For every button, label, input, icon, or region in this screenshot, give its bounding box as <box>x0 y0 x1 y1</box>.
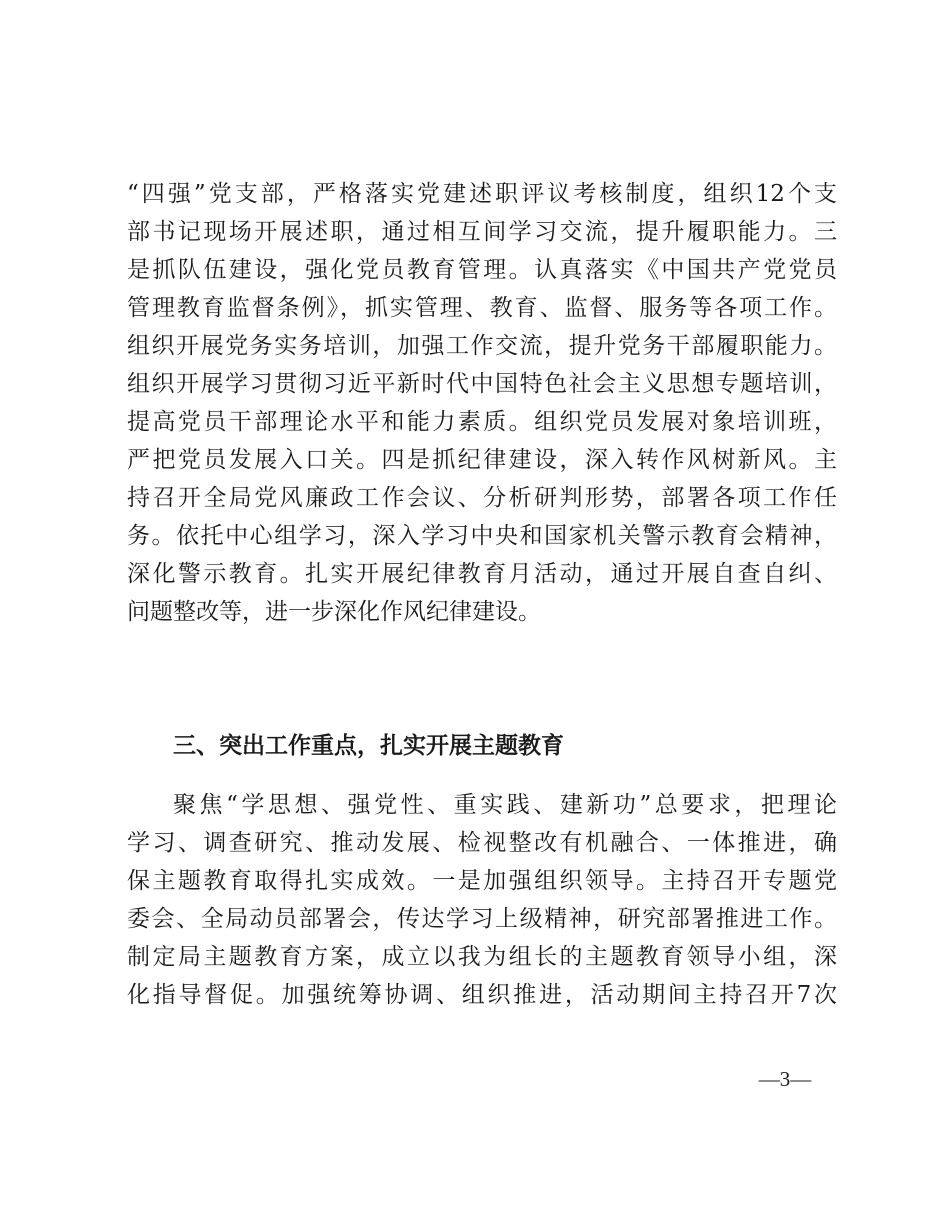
text-line: 保主题教育取得扎实成效。一是加强组织领导。主持召开专题党 <box>127 868 837 894</box>
text-line: 聚焦“学思想、强党性、重实践、建新功”总要求，把理论 <box>173 792 837 818</box>
text-line: 组织开展学习贯彻习近平新时代中国特色社会主义思想专题培训， <box>127 371 837 397</box>
text-line: 委会、全局动员部署会，传达学习上级精神，研究部署推进工作。 <box>127 906 837 932</box>
text-line: 部书记现场开展述职，通过相互间学习交流，提升履职能力。三 <box>127 219 837 245</box>
paragraph-theme-education <box>127 786 837 1014</box>
text-line: 管理教育监督条例》，抓实管理、教育、监督、服务等各项工作。 <box>127 295 837 321</box>
text-line: 严把党员发展入口关。四是抓纪律建设，深入转作风树新风。主 <box>127 447 837 473</box>
text-line: 问题整改等，进一步深化作风纪律建设。 <box>127 599 541 625</box>
text-line: 学习、调查研究、推动发展、检视整改有机融合、一体推进，确 <box>127 830 837 856</box>
section-heading-3: 三、突出工作重点，扎实开展主题教育 <box>173 733 564 759</box>
text-line: 制定局主题教育方案，成立以我为组长的主题教育领导小组，深 <box>127 944 837 970</box>
page-number: —3— <box>758 1067 812 1091</box>
paragraph-party-building <box>127 175 837 631</box>
text-line: 组织开展党务实务培训，加强工作交流，提升党务干部履职能力。 <box>127 333 837 359</box>
text-line: 深化警示教育。扎实开展纪律教育月活动，通过开展自查自纠、 <box>127 561 837 587</box>
text-line: 持召开全局党风廉政工作会议、分析研判形势，部署各项工作任 <box>127 485 837 511</box>
text-line: 提高党员干部理论水平和能力素质。组织党员发展对象培训班， <box>127 409 837 435</box>
text-line: “四强”党支部，严格落实党建述职评议考核制度，组织12个支 <box>127 181 837 207</box>
text-line: 是抓队伍建设，强化党员教育管理。认真落实《中国共产党党员 <box>127 257 837 283</box>
text-line: 化指导督促。加强统筹协调、组织推进，活动期间主持召开7次 <box>127 982 837 1008</box>
text-line: 务。依托中心组学习，深入学习中央和国家机关警示教育会精神， <box>127 523 837 549</box>
